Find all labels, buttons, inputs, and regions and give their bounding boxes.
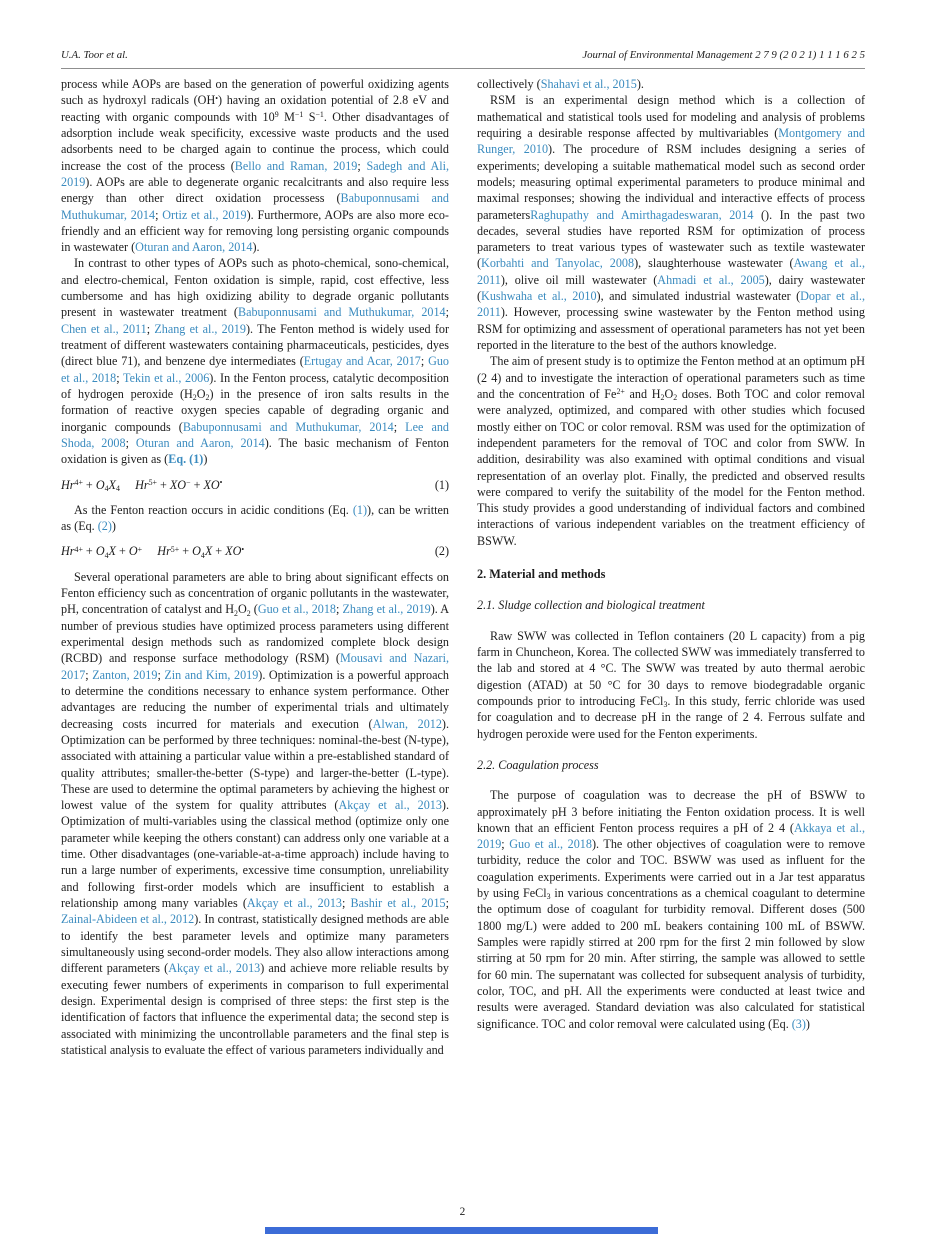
text-segment: 2 (192, 393, 197, 403)
text-segment: ). The procedure of RSM includes designing a series of experiments; developing a suitable mathematical model such as second order models; measuring optimal experimental parameters to produce minimal and maximal responses; showing the individual and interactive effects of process parameters (477, 142, 865, 222)
paragraph (477, 76, 865, 92)
equation-number: (1) (434, 477, 449, 492)
citation-link[interactable]: (3) (791, 1016, 806, 1031)
citation-link[interactable]: Mousavi and Nazari, 2017 (61, 651, 449, 682)
text-segment: ; (146, 321, 155, 336)
subsection-heading: 2.2. Coagulation process (477, 757, 599, 772)
bottom-highlight-bar (265, 1227, 658, 1234)
text-segment: ). Optimization of multi-variables using the classical method (optimize only one parameter while keeping the others constant) can address only one variable at a time. Other disadvantages (one-variable-at-a-time approach) include having to run a large number of experiments, excessive time consumption, unreliability and following first-order models which are insufficient to establish a relationship among many variables ( (61, 798, 449, 910)
paragraph (61, 76, 449, 255)
citation-link[interactable]: Alwan, 2012 (372, 716, 442, 731)
citation-link[interactable]: Bashir et al., 2015 (350, 896, 446, 910)
text-segment: ; (501, 837, 510, 852)
text-segment: + (82, 544, 96, 559)
text-segment: Hr (61, 544, 75, 559)
text-segment: Hr (157, 544, 171, 559)
text-segment: ). The basic mechanism of Fenton oxidation is given as ( (61, 435, 449, 467)
text-segment: + (115, 544, 129, 559)
text-segment: 3 (663, 700, 668, 710)
text-segment: ). The other objectives of coagulation were to remove turbidity, reduce the color and TOC. BSWW was used as influent for the coagulation experiments. Experiments were carried out in a Jar test apparatus by using FeCl (477, 837, 865, 901)
text-segment: XO (225, 544, 242, 559)
column-right (477, 76, 865, 1058)
text-segment: ) (111, 519, 116, 534)
text-segment: 4+ (74, 477, 83, 487)
text-segment: ), and simulated industrial wastewater ( (596, 289, 801, 304)
text-segment: O (237, 602, 247, 617)
citation-link[interactable]: Awang et al., 2011 (477, 256, 865, 287)
subsection-heading: 2.1. Sludge collection and biological treatment (477, 598, 705, 613)
text-segment: O (128, 544, 138, 559)
text-segment: ; (335, 602, 343, 617)
citation-link[interactable]: Chen et al., 2011 (61, 321, 147, 336)
text-segment: in various concentrations as a chemical coagulant to determine the optimum dose of coagulant for turbidity removal. Different doses (500 1800 mg/L) were added to 200 mL beakers containing 100 mL of BSWW. Samples were rapidly stirred at 200 rpm for the first 2 min followed by slow stirring at 50 rpm for 20 min. After stirring, the sample was allowed to settle for 60 min. The supernatant was collected for subsequent analysis of turbidity, color, TOC, and pH. All the experiments were conducted at least twice and results were averaged. Standard deviation was also calculated for statistical significance. TOC and color removal were calculated using (Eq. (477, 886, 865, 1031)
text-segment: 3 (546, 892, 551, 902)
text-segment: collectively ( (477, 77, 541, 91)
text-segment: + (179, 544, 193, 559)
paragraph (477, 628, 865, 742)
equation-number: (2) (434, 544, 449, 559)
text-segment: . In this study, ferric chloride was used for coagulation and to decrease pH in the range of 2 4. Ferrous sulfate and hydrogen peroxide were used for the Fenton experiments. (477, 693, 865, 741)
text-segment: In contrast to other types of AOPs such as photo-chemical, sono-chemical, and electro-chemical, Fenton oxidation is simple, rapid, cost effective, less cumbersome and has high oxidizing ability to degrade organic pollutants present in wastewater treatment ( (61, 256, 449, 320)
citation-link[interactable]: Dopar et al., 2011 (477, 289, 866, 320)
text-segment: ) in the presence of iron salts results in the formation of reactive oxygen species capable of degrading organic and inorganic compounds ( (61, 386, 450, 434)
text-segment: X (108, 544, 116, 559)
text-segment: ; (116, 370, 123, 385)
text-segment: + (137, 544, 143, 554)
citation-link[interactable]: Guo et al., 2018 (257, 602, 336, 617)
text-segment: ). However, processing swine wastewater by the Fenton method using RSM for optimizing and assessment of operational parameters has not yet been reported in the literature to the best of the authors knowledge. (477, 305, 865, 352)
citation-link[interactable]: Zhang et al., 2019 (342, 602, 431, 617)
text-segment: 4 (104, 550, 109, 560)
text-segment: . Other disadvantages of adsorption include weak specificity, excessive waste products and the used adsorbents need to be charged again to continue the process, which could increase the cost of the process ( (61, 109, 450, 173)
text-segment (142, 544, 157, 558)
text-segment: ), olive oil mill wastewater ( (500, 272, 658, 287)
text-segment: • (241, 544, 245, 554)
citation-link[interactable]: Zanton, 2019 (92, 667, 158, 682)
paragraph (61, 569, 449, 1058)
citation-link[interactable]: Babuponnusami and Muthukumar, 2014 (237, 305, 446, 320)
text-segment: M (278, 109, 295, 124)
equation (61, 477, 449, 493)
text-segment: ). Optimization is a powerful approach to determine the conditions necessary to enhance system performance. Other advantages are reducing the number of experimental trials and ultimately decreasing costs incurred for materials and execution ( (61, 667, 449, 731)
text-segment: As the Fenton reaction occurs in acidic conditions (Eq. (74, 502, 353, 517)
journal-citation: Journal of Environmental Management 2 7 9 (2 0 2 1) 1 1 1 6 2 5 (582, 49, 865, 61)
citation-link[interactable]: Sadegh and Ali, 2019 (61, 158, 449, 189)
text-segment: (). In the past two decades, several studies have reported RSM for optimization of process parameters to treat various types of wastewater such as textile wastewater ( (477, 207, 865, 271)
text-segment: −1 (315, 110, 324, 120)
paragraph (61, 255, 449, 467)
text-segment: ) (805, 1016, 810, 1031)
paragraph (477, 353, 865, 549)
citation-link[interactable]: Guo et al., 2018 (509, 837, 592, 852)
citation-link[interactable]: Zin and Kim, 2019 (164, 667, 259, 682)
citation-link[interactable]: Akkaya et al., 2019 (477, 820, 865, 852)
text-segment: ; (420, 354, 429, 369)
equation-body (61, 477, 222, 493)
equation (61, 543, 449, 559)
text-segment: ; (157, 667, 165, 682)
text-segment: ( (250, 602, 258, 617)
text-segment: −1 (294, 110, 304, 120)
running-head-authors: U.A. Toor et al. (61, 49, 128, 61)
text-segment: The purpose of coagulation was to decrease the pH of BSWW to approximately pH 3 before initiating the Fenton oxidation process. It is well known that an efficient Fenton process requires a pH of 2 4 ( (477, 788, 865, 835)
text-segment: 2 (673, 393, 678, 403)
text-segment: ), slaughterhouse wastewater ( (634, 256, 794, 271)
text-segment: 5+ (148, 477, 157, 487)
text-segment: The aim of present study is to optimize the Fenton method at an optimum pH (2 4) and to investigate the interaction of operational parameters such as time and the concentration of Fe (477, 354, 865, 401)
text-segment: O (95, 544, 105, 559)
text-segment: ). (252, 240, 260, 255)
text-segment: RSM is an experimental design method which is a collection of mathematical and statistical tools used for modeling and analysis of problems requiring a desirable response affected by multivariables ( (477, 93, 865, 140)
text-segment: 4+ (74, 544, 83, 554)
citation-link[interactable]: Raghupathy and Amirthagadeswaran, 2014 (530, 207, 754, 222)
citation-link[interactable]: Ortiz et al., 2019 (162, 207, 247, 222)
citation-link[interactable]: Babuponnusami and Muthukumar, 2014 (61, 191, 449, 222)
text-segment: + (156, 477, 170, 492)
section-heading: 2. Material and methods (477, 567, 606, 582)
text-segment: O (192, 544, 201, 559)
text-segment: Several operational parameters are able to bring about significant effects on Fenton efficiency such as concentration of organic pollutants in the wastewater, pH, concentration of catalyst and H (61, 569, 449, 617)
text-segment: Raw SWW was collected in Teflon containers (20 L capacity) from a pig farm in Chuncheon, Korea. The collected SWW was immediately transferred to the lab and stored at 4 °C. The SWW was treated by auto thermal aerobic digestion (ATAD) at 50 °C for 30 days to remove biodegradable organic compounds prior to introducing FeCl (477, 628, 865, 708)
citation-link[interactable]: Bello and Raman, 2019 (234, 158, 358, 173)
text-segment: 2 (660, 393, 665, 403)
equation-body (61, 543, 244, 559)
citation-link[interactable]: Guo et al., 2018 (61, 354, 449, 385)
text-segment: O (95, 477, 105, 492)
text-segment: ) (203, 452, 208, 467)
text-segment: ), dairy wastewater ( (477, 272, 865, 304)
text-segment: 2+ (616, 387, 625, 397)
citation-link[interactable]: (1) (352, 502, 368, 517)
text-segment: + (190, 477, 204, 492)
text-segment: ; (445, 305, 449, 320)
text-segment: O (664, 386, 674, 401)
text-segment: 5+ (170, 544, 180, 554)
text-segment: ; (85, 667, 93, 682)
text-segment: 9 (274, 110, 279, 120)
text-segment: ) having an oxidation potential of 2.8 eV and reacting with organic compounds with 10 (61, 93, 449, 124)
text-segment: ), can be written as (Eq. (61, 502, 449, 534)
citation-link[interactable]: (2) (97, 519, 112, 534)
citation-link[interactable]: Akçay et al., 2013 (246, 896, 342, 910)
text-segment: − (186, 477, 191, 487)
text-segment: ). Optimization can be performed by three techniques: nominal-the-best (N-type), associated with attaining a particular value within a pre-established standard of quality attributes; smaller-the-better (S-type) and larger-the-better (L-type). These are used to determine the optimal parameters by achieving the highest or lowest value of the system for quality attributes ( (61, 716, 449, 813)
citation-link[interactable]: Tekin et al., 2006 (123, 370, 210, 385)
text-segment: 4 (115, 483, 120, 493)
citation-link[interactable]: Eq. (1) (168, 452, 204, 467)
text-segment: ; (341, 896, 351, 910)
paragraph (61, 502, 449, 535)
text-segment: ). A number of previous studies have optimized process parameters using different experimental design methods such as randomized complete block design (RCBD) and response surface methodology (RSM) ( (61, 602, 450, 666)
citation-link[interactable]: Akçay et al., 2013 (168, 961, 261, 976)
citation-link[interactable]: Akçay et al., 2013 (338, 798, 442, 813)
page-header (61, 49, 865, 69)
citation-link[interactable]: Korbahti and Tanyolac, 2008 (481, 256, 635, 271)
paragraph (477, 92, 865, 353)
text-segment: + (212, 544, 226, 559)
text-segment: and H (624, 386, 661, 401)
citation-link[interactable]: Zainal-Abideen et al., 2012 (61, 912, 195, 927)
text-segment: Hr (135, 477, 149, 492)
text-segment: process while AOPs are based on the generation of powerful oxidizing agents such as hydroxyl radicals (OH (61, 77, 449, 108)
text-segment: ). The Fenton method is widely used for treatment of different wastewaters containing pharmaceuticals, pesticides, dyes (direct blue 71), and benzene dye intermediates ( (61, 321, 449, 369)
text-segment: + (82, 477, 96, 492)
text-segment: ; (125, 435, 136, 450)
text-segment: ). In contrast, statistically designed methods are able to identify the best parameter levels and optimize many parameters simultaneously using second-order models. They also allow interactions among different parameters ( (61, 912, 449, 976)
citation-link[interactable]: Ertugay and Acar, 2017 (303, 354, 421, 369)
text-segment: XO (169, 477, 187, 492)
citation-link[interactable]: Oturan and Aaron, 2014 (135, 435, 265, 450)
two-column-body (61, 76, 865, 1058)
text-segment: Hr (61, 477, 75, 492)
text-segment: ; (155, 207, 163, 222)
text-segment: ). In the Fenton process, catalytic decomposition of hydrogen peroxide (H (61, 370, 449, 401)
paragraph (477, 787, 865, 1032)
text-segment: ; (357, 158, 367, 173)
text-segment: ). AOPs are able to degenerate organic recalcitrants and also require less energy than other direct oxidation processess ( (61, 174, 449, 206)
citation-link[interactable]: Montgomery and Runger, 2010 (477, 125, 865, 157)
text-segment: ; (445, 896, 449, 910)
text-segment (120, 478, 135, 492)
column-left (61, 76, 449, 1058)
text-segment: S (303, 109, 316, 124)
text-segment: 2 (246, 608, 251, 618)
text-segment: XO (203, 477, 220, 492)
text-segment: 4 (104, 483, 109, 493)
citation-link[interactable]: Zhang et al., 2019 (154, 321, 246, 336)
citation-link[interactable]: Babuponnusami and Muthukumar, 2014 (182, 419, 394, 434)
citation-link[interactable]: Oturan and Aaron, 2014 (135, 240, 253, 255)
text-segment: X (204, 544, 213, 559)
text-segment: 2 (234, 608, 238, 618)
text-segment: 2 (205, 393, 210, 403)
text-segment: • (219, 477, 223, 487)
citation-link[interactable]: Kushwaha et al., 2010 (481, 289, 597, 304)
text-segment: ). (636, 77, 644, 91)
text-segment: X (108, 477, 116, 492)
text-segment: ). Furthermore, AOPs are also more eco-friendly and an efficient way for removing long persisting organic compounds in wastewater ( (61, 207, 449, 255)
citation-link[interactable]: Shahavi et al., 2015 (540, 77, 637, 91)
page-number: 2 (459, 1206, 466, 1218)
text-segment: 4 (200, 550, 205, 560)
text-segment: ; (393, 419, 406, 434)
citation-link[interactable]: Ahmadi et al., 2005 (657, 272, 765, 287)
text-segment: ) and achieve more reliable results by executing fewer numbers of experiments in comparison to full experimental design. Experimental design is comprised of three steps: the first step is the identification of factors that influence the experimental data; the second step is associated with minimizing the uncontrollable parameters and the final step is statistical analysis to evaluate the effect of various parameters individually and (61, 961, 449, 1057)
text-segment: doses. Both TOC and color removal were analyzed, optimized, and compared with other studies which focused mostly either on TOC or color removal. RSM was used for the optimization of independent parameters for the removal of TOC and color from SWW. In addition, desirability was also examined with optimal conditions and visual representation of an overlay plot. Finally, the predicted and observed results were compared to verify the suitability of the model for the Fenton method. This study provides a good understanding of individual factors and combined interactions of various independent variables on the treatment efficiency of BSWW. (477, 386, 865, 548)
text-segment: • (215, 93, 218, 103)
citation-link[interactable]: Lee and Shoda, 2008 (61, 419, 449, 450)
text-segment: O (196, 386, 206, 401)
